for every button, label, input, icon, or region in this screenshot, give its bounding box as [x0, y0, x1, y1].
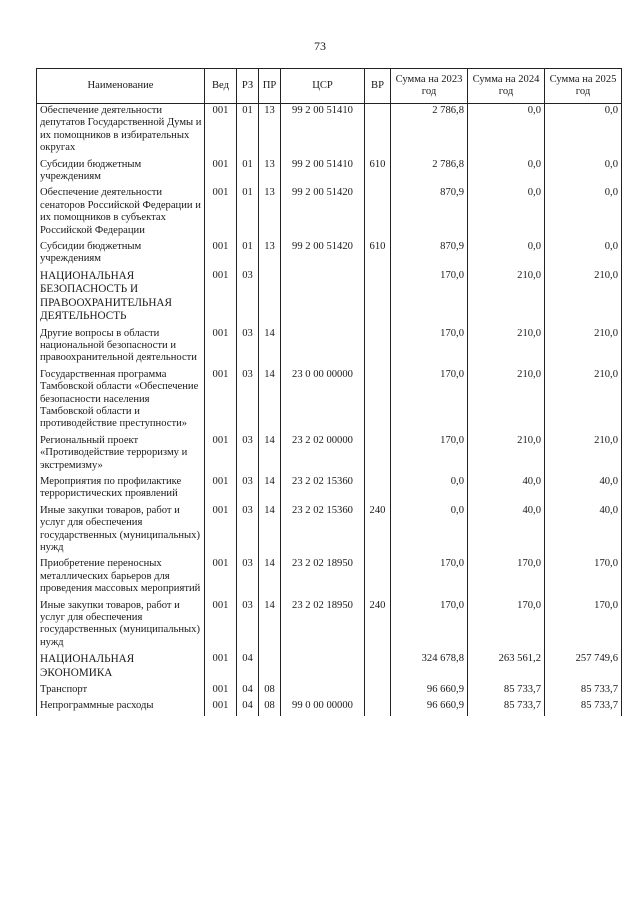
cell-pr: 14 — [259, 368, 281, 434]
cell-sum-2023: 170,0 — [391, 269, 468, 327]
cell-name: Иные закупки товаров, работ и услуг для обеспечения государственных (муниципальных) нужд — [37, 504, 205, 558]
cell-name: Обеспечение деятельности депутатов Государственной Думы и их помощников в избирательных округах — [37, 104, 205, 158]
cell-sum-2024: 40,0 — [468, 475, 545, 504]
cell-sum-2023: 0,0 — [391, 475, 468, 504]
cell-csr: 23 2 02 15360 — [281, 475, 365, 504]
cell-name: НАЦИОНАЛЬНАЯ ЭКОНОМИКА — [37, 652, 205, 683]
cell-csr: 99 2 00 51420 — [281, 186, 365, 240]
cell-rz: 03 — [237, 434, 259, 475]
cell-sum-2023: 170,0 — [391, 368, 468, 434]
cell-pr: 14 — [259, 599, 281, 653]
cell-rz: 03 — [237, 557, 259, 598]
header-sum-2023: Сумма на 2023 год — [391, 69, 468, 104]
table-header-row — [37, 69, 622, 104]
cell-csr: 23 0 00 00000 — [281, 368, 365, 434]
cell-ved: 001 — [205, 475, 237, 504]
cell-ved: 001 — [205, 599, 237, 653]
cell-name: Субсидии бюджетным учреждениям — [37, 240, 205, 269]
cell-ved: 001 — [205, 240, 237, 269]
cell-rz: 03 — [237, 327, 259, 368]
cell-csr — [281, 652, 365, 683]
cell-sum-2024: 0,0 — [468, 104, 545, 158]
cell-csr: 23 2 02 15360 — [281, 504, 365, 558]
cell-csr — [281, 683, 365, 699]
cell-sum-2023: 2 786,8 — [391, 104, 468, 158]
table-row — [37, 652, 622, 683]
cell-rz: 01 — [237, 158, 259, 187]
cell-sum-2024: 170,0 — [468, 557, 545, 598]
cell-ved: 001 — [205, 186, 237, 240]
cell-sum-2025: 0,0 — [545, 158, 622, 187]
cell-vr — [365, 683, 391, 699]
cell-sum-2023: 870,9 — [391, 186, 468, 240]
cell-name: Другие вопросы в области национальной безопасности и правоохранительной деятельности — [37, 327, 205, 368]
cell-sum-2024: 85 733,7 — [468, 683, 545, 699]
cell-vr — [365, 699, 391, 715]
table-row — [37, 240, 622, 269]
cell-pr: 13 — [259, 158, 281, 187]
cell-sum-2024: 210,0 — [468, 269, 545, 327]
cell-ved: 001 — [205, 504, 237, 558]
cell-vr — [365, 652, 391, 683]
cell-sum-2025: 210,0 — [545, 434, 622, 475]
table-row — [37, 699, 622, 715]
cell-sum-2025: 85 733,7 — [545, 683, 622, 699]
cell-name: Обеспечение деятельности сенаторов Российской Федерации и их помощников в субъектах Российской Федерации — [37, 186, 205, 240]
cell-name: НАЦИОНАЛЬНАЯ БЕЗОПАСНОСТЬ И ПРАВООХРАНИТЕЛЬНАЯ ДЕЯТЕЛЬНОСТЬ — [37, 269, 205, 327]
header-rz: РЗ — [237, 69, 259, 104]
cell-ved: 001 — [205, 368, 237, 434]
header-csr: ЦСР — [281, 69, 365, 104]
cell-vr — [365, 368, 391, 434]
cell-name: Транспорт — [37, 683, 205, 699]
cell-sum-2024: 40,0 — [468, 504, 545, 558]
cell-name: Субсидии бюджетным учреждениям — [37, 158, 205, 187]
cell-pr — [259, 269, 281, 327]
cell-name: Приобретение переносных металлических барьеров для проведения массовых мероприятий — [37, 557, 205, 598]
cell-sum-2023: 324 678,8 — [391, 652, 468, 683]
cell-pr — [259, 652, 281, 683]
cell-ved: 001 — [205, 683, 237, 699]
header-vr: ВР — [365, 69, 391, 104]
cell-ved: 001 — [205, 327, 237, 368]
cell-sum-2024: 210,0 — [468, 434, 545, 475]
cell-sum-2025: 0,0 — [545, 186, 622, 240]
cell-name: Мероприятия по профилактике террористических проявлений — [37, 475, 205, 504]
table-row — [37, 368, 622, 434]
table-row — [37, 104, 622, 158]
cell-sum-2023: 0,0 — [391, 504, 468, 558]
cell-vr: 610 — [365, 158, 391, 187]
cell-sum-2024: 0,0 — [468, 158, 545, 187]
cell-ved: 001 — [205, 158, 237, 187]
cell-csr: 99 2 00 51410 — [281, 158, 365, 187]
header-ved: Вед — [205, 69, 237, 104]
cell-sum-2023: 170,0 — [391, 434, 468, 475]
header-name: Наименование — [37, 69, 205, 104]
table-row — [37, 557, 622, 598]
cell-sum-2024: 0,0 — [468, 240, 545, 269]
cell-csr: 99 2 00 51410 — [281, 104, 365, 158]
cell-ved: 001 — [205, 652, 237, 683]
cell-ved: 001 — [205, 557, 237, 598]
cell-sum-2024: 85 733,7 — [468, 699, 545, 715]
table-row — [37, 158, 622, 187]
cell-sum-2025: 0,0 — [545, 104, 622, 158]
cell-csr: 23 2 02 00000 — [281, 434, 365, 475]
cell-csr: 23 2 02 18950 — [281, 599, 365, 653]
cell-pr: 08 — [259, 683, 281, 699]
cell-sum-2025: 210,0 — [545, 368, 622, 434]
cell-sum-2025: 40,0 — [545, 475, 622, 504]
cell-pr: 14 — [259, 475, 281, 504]
cell-pr: 13 — [259, 104, 281, 158]
table-row — [37, 434, 622, 475]
table-row — [37, 599, 622, 653]
cell-sum-2025: 0,0 — [545, 240, 622, 269]
cell-vr: 610 — [365, 240, 391, 269]
header-sum-2025: Сумма на 2025 год — [545, 69, 622, 104]
cell-rz: 01 — [237, 186, 259, 240]
cell-rz: 01 — [237, 104, 259, 158]
cell-sum-2023: 170,0 — [391, 327, 468, 368]
cell-sum-2024: 210,0 — [468, 327, 545, 368]
cell-sum-2023: 870,9 — [391, 240, 468, 269]
cell-csr: 99 2 00 51420 — [281, 240, 365, 269]
cell-vr — [365, 434, 391, 475]
cell-sum-2024: 210,0 — [468, 368, 545, 434]
cell-vr — [365, 269, 391, 327]
cell-csr — [281, 269, 365, 327]
cell-pr: 14 — [259, 557, 281, 598]
table-row — [37, 504, 622, 558]
table-row — [37, 475, 622, 504]
cell-sum-2025: 40,0 — [545, 504, 622, 558]
cell-rz: 03 — [237, 269, 259, 327]
cell-rz: 04 — [237, 699, 259, 715]
cell-pr: 14 — [259, 327, 281, 368]
cell-sum-2025: 85 733,7 — [545, 699, 622, 715]
cell-vr: 240 — [365, 504, 391, 558]
table-row — [37, 269, 622, 327]
cell-rz: 04 — [237, 652, 259, 683]
table-row — [37, 683, 622, 699]
cell-sum-2024: 263 561,2 — [468, 652, 545, 683]
cell-rz: 01 — [237, 240, 259, 269]
cell-sum-2025: 210,0 — [545, 327, 622, 368]
cell-vr — [365, 186, 391, 240]
cell-sum-2025: 170,0 — [545, 599, 622, 653]
page-number: 73 — [314, 39, 326, 53]
cell-sum-2023: 96 660,9 — [391, 699, 468, 715]
cell-sum-2024: 0,0 — [468, 186, 545, 240]
cell-sum-2023: 96 660,9 — [391, 683, 468, 699]
cell-vr — [365, 475, 391, 504]
cell-pr: 08 — [259, 699, 281, 715]
cell-rz: 03 — [237, 368, 259, 434]
cell-sum-2024: 170,0 — [468, 599, 545, 653]
cell-pr: 14 — [259, 434, 281, 475]
cell-ved: 001 — [205, 434, 237, 475]
cell-sum-2025: 257 749,6 — [545, 652, 622, 683]
budget-table — [36, 68, 622, 716]
cell-name: Государственная программа Тамбовской области «Обеспечение безопасности населения Тамбовской области и противодействие преступности» — [37, 368, 205, 434]
cell-name: Непрограммные расходы — [37, 699, 205, 715]
cell-vr — [365, 327, 391, 368]
cell-vr — [365, 557, 391, 598]
cell-vr: 240 — [365, 599, 391, 653]
cell-pr: 13 — [259, 240, 281, 269]
cell-ved: 001 — [205, 104, 237, 158]
header-sum-2024: Сумма на 2024 год — [468, 69, 545, 104]
cell-ved: 001 — [205, 699, 237, 715]
cell-sum-2023: 170,0 — [391, 599, 468, 653]
cell-pr: 13 — [259, 186, 281, 240]
cell-sum-2025: 210,0 — [545, 269, 622, 327]
cell-rz: 03 — [237, 475, 259, 504]
cell-sum-2023: 170,0 — [391, 557, 468, 598]
table-row — [37, 186, 622, 240]
table-row — [37, 327, 622, 368]
cell-ved: 001 — [205, 269, 237, 327]
cell-sum-2023: 2 786,8 — [391, 158, 468, 187]
cell-rz: 04 — [237, 683, 259, 699]
cell-name: Региональный проект «Противодействие терроризму и экстремизму» — [37, 434, 205, 475]
cell-pr: 14 — [259, 504, 281, 558]
cell-csr — [281, 327, 365, 368]
header-pr: ПР — [259, 69, 281, 104]
cell-sum-2025: 170,0 — [545, 557, 622, 598]
cell-rz: 03 — [237, 504, 259, 558]
cell-csr: 23 2 02 18950 — [281, 557, 365, 598]
table-body — [37, 104, 622, 716]
cell-name: Иные закупки товаров, работ и услуг для обеспечения государственных (муниципальных) нужд — [37, 599, 205, 653]
cell-vr — [365, 104, 391, 158]
cell-csr: 99 0 00 00000 — [281, 699, 365, 715]
cell-rz: 03 — [237, 599, 259, 653]
